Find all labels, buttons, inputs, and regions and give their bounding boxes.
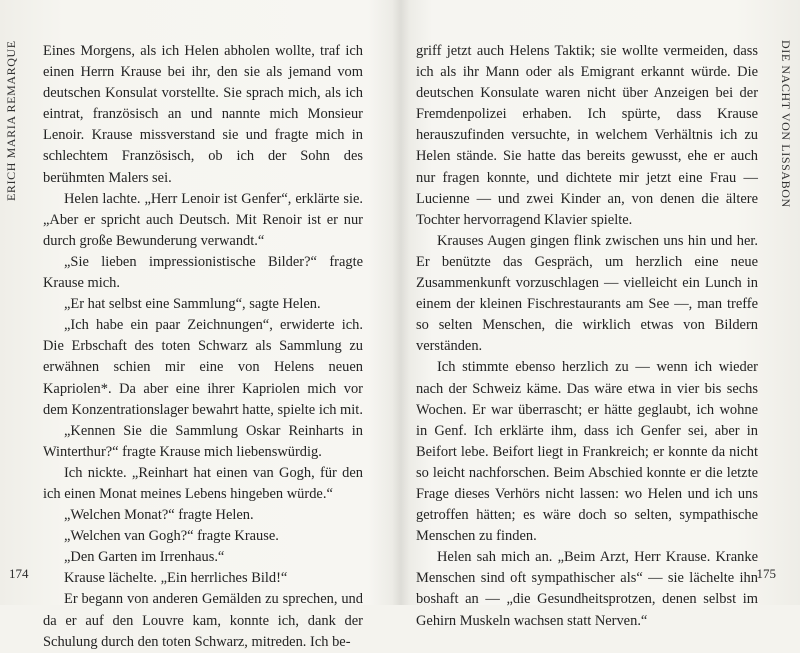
paragraph: Helen sah mich an. „Beim Arzt, Herr Krause. Kranke Menschen sind oft sympathischer als“ — sie lächelte ihn boshaft an — „die Gesundheitsprotzen, denen selbst im Gehirn Muskeln wachsen statt Nerven.“ bbox=[416, 549, 758, 629]
paragraph: Krauses Augen gingen flink zwischen uns hin und her. Er benützte das Gespräch, um herzlich eine neue Zusammenkunft vorzuschlagen — vielleicht ein Lunch in einem der kleinen Fischrestaurants am See —, man treffe so selten Menschen, die wirklich etwas von Bildern verständen. bbox=[416, 232, 758, 355]
page-number-left: 174 bbox=[9, 566, 29, 581]
left-page bbox=[0, 0, 400, 650]
page-number-right: 175 bbox=[756, 566, 776, 581]
paragraph: „Ich habe ein paar Zeichnungen“, erwiderte ich. Die Erbschaft des toten Schwarz als Sammlung zu erwähnen schien mir eine von Helens neuen Kapriolen*. Da aber eine ihrer Kapriolen mich vor dem Konzentrationslager bewahrt hatte, spielte ich mit. bbox=[43, 317, 363, 418]
paragraph: Krause lächelte. „Ein herrliches Bild!“ bbox=[64, 570, 288, 587]
paragraph: Er begann von anderen Gemälden zu sprechen, und da er auf den Louvre kam, konnte ich, dank der Schulung durch den toten Schwarz, mitreden. Ich be- bbox=[43, 591, 363, 650]
paragraph: Ich stimmte ebenso herzlich zu — wenn ich wieder nach der Schweiz käme. Das wäre etwa in vier bis sechs Wochen. Er war überrascht; er hätte geglaubt, ich wohne in Genf. Ich erklärte ihm, dass ich Genfer sei, aber in Beifort lebe. Beifort liegt in Frankreich; er konnte da nicht so leicht nachforschen. Beim Abschied konnte er die letzte Frage dieses Verhörs nicht lassen: wo Helen und ich uns getroffen hätten; es wäre doch so selten, sympathische Menschen zu finden. bbox=[416, 359, 758, 545]
paragraph: Eines Morgens, als ich Helen abholen wollte, traf ich einen Herrn Krause bei ihr, den sie als jemand vom deutschen Konsulat vorstellte. Sie sprach mich, als ich eintrat, französisch an und nannte mich Monsieur Lenoir. Krause missverstand sie und fragte mich in schlechtem Französisch, ob ich der Sohn des berühmten Malers sei. bbox=[43, 43, 363, 186]
running-head-author: ERICH MARIA REMARQUE bbox=[4, 40, 18, 201]
running-head-title: DIE NACHT VON LISSABON bbox=[779, 40, 793, 208]
paragraph: „Er hat selbst eine Sammlung“, sagte Helen. bbox=[64, 296, 321, 313]
paragraph: „Kennen Sie die Sammlung Oskar Reinharts in Winterthur?“ fragte Krause mich liebenswürdig. bbox=[43, 422, 363, 460]
right-page bbox=[400, 0, 800, 629]
right-page-text bbox=[416, 41, 758, 632]
paragraph: Ich nickte. „Reinhart hat einen van Gogh, für den ich einen Monat meines Lebens hingeben würde.“ bbox=[43, 464, 363, 502]
paragraph: „Sie lieben impressionistische Bilder?“ fragte Krause mich. bbox=[43, 253, 363, 292]
paragraph: „Den Garten im Irrenhaus.“ bbox=[64, 549, 225, 566]
left-page-text bbox=[43, 41, 363, 653]
paragraph: „Welchen van Gogh?“ fragte Krause. bbox=[64, 528, 279, 545]
paragraph: Helen lachte. „Herr Lenoir ist Genfer“, erklärte sie. „Aber er spricht auch Deutsch. Mit Renoir ist er nur durch große Bewunderung verwandt.“ bbox=[43, 190, 363, 249]
paragraph: „Welchen Monat?“ fragte Helen. bbox=[64, 507, 254, 524]
paragraph: griff jetzt auch Helens Taktik; sie wollte vermeiden, dass ich als ihr Mann oder als Emigrant erkannt würde. Die deutschen Konsulate waren nicht über Anzeigen bei der Fremdenpolizei erhaben. Ich spürte, dass Krause herauszufinden versuchte, in welchem Verhältnis ich zu Helen stände. Sie hatte das bereits gewusst, ehe er auch nur fragen konnte, und dichtete mir jetzt eine Frau — Lucienne — und zwei Kinder an, von denen die ältere Tochter hervorragend Klavier spielte. bbox=[416, 43, 758, 228]
